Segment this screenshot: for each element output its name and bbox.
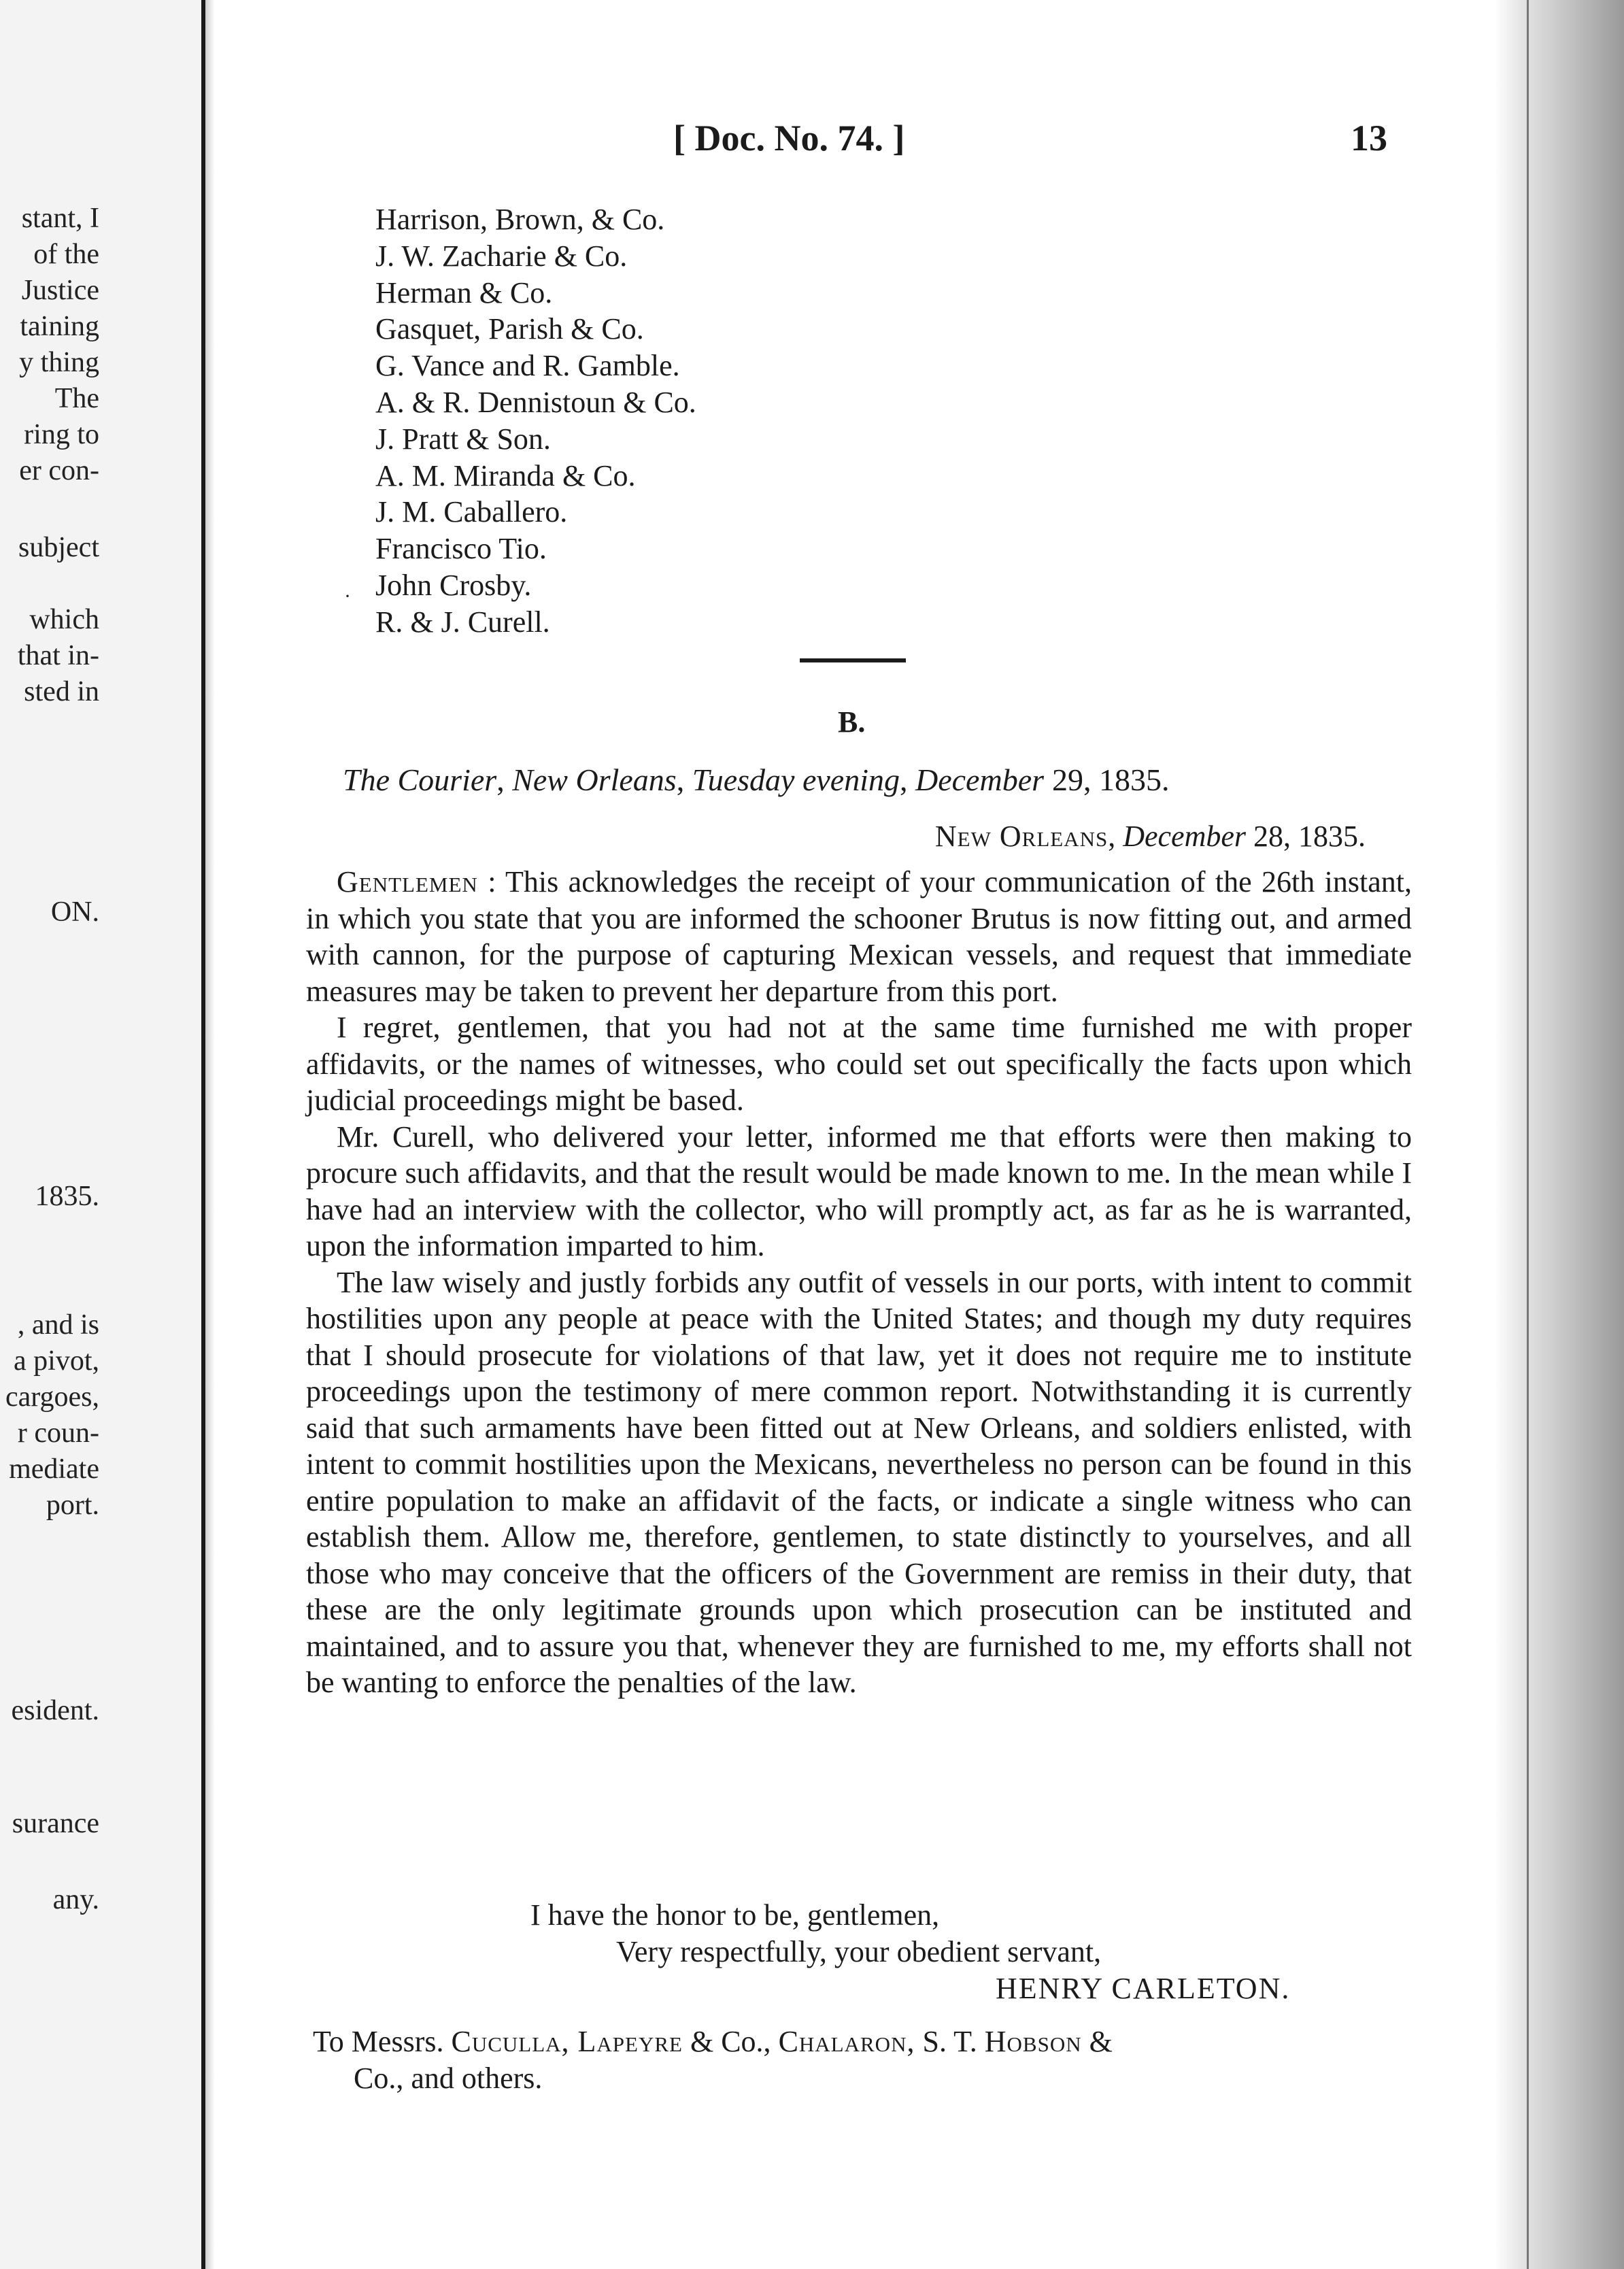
source-date: 29, 1835. [1052, 762, 1170, 797]
source-month: December [915, 762, 1045, 797]
letter-paragraph: Mr. Curell, who delivered your letter, informed me that efforts were then making to procure such affidavits, and that the result would be made known to me. In the mean while I have had an interview with the collector, who will promptly act, as far as he is warranted, upon the information imparted to him. [306, 1120, 1412, 1262]
signer: Gasquet, Parish & Co. [375, 312, 644, 346]
dateline-date: 28, 1835. [1253, 820, 1366, 853]
left-fragment: mediate [9, 1453, 99, 1485]
address-line-2: Co., and others. [354, 2061, 543, 2095]
left-fragment: port. [46, 1490, 99, 1521]
dateline-place: New Orleans [934, 820, 1109, 853]
addressee-name: Cuculla, Lapeyre [451, 2025, 683, 2058]
salutation: Gentlemen [337, 865, 478, 898]
stray-dot: · [344, 585, 351, 607]
signer: Francisco Tio. [375, 532, 547, 566]
signer: J. W. Zacharie & Co. [375, 239, 628, 273]
address-text: & [1089, 2025, 1113, 2058]
dateline: New Orleans, December 28, 1835. [934, 820, 1366, 853]
left-fragment: 1835. [35, 1181, 99, 1212]
signer: Herman & Co. [375, 275, 553, 309]
left-fragment: any. [52, 1884, 99, 1915]
signer: A. & R. Dennistoun & Co. [375, 385, 696, 419]
page-number: 13 [1351, 118, 1387, 158]
document-header: [ Doc. No. 74. ] [673, 118, 905, 158]
left-fragment: of the [33, 239, 99, 270]
dateline-month: December [1123, 820, 1246, 853]
address-line [313, 2023, 1412, 2096]
gutter-shadow [205, 0, 215, 2269]
left-fragment: surance [12, 1808, 99, 1839]
closing-line: I have the honor to be, gentlemen, [530, 1898, 940, 1932]
left-fragment: that in- [17, 640, 99, 671]
left-fragment: , and is [17, 1309, 99, 1341]
signer: J. M. Caballero. [375, 495, 568, 529]
letter-body [306, 864, 1412, 1701]
signer: R. & J. Curell. [375, 605, 550, 639]
left-fragment: taining [20, 311, 99, 342]
source-place: New Orleans [512, 762, 677, 797]
addressee-name: Chalaron, [778, 2025, 915, 2058]
left-fragment: a pivot, [14, 1345, 99, 1377]
left-fragment: cargoes, [5, 1381, 99, 1413]
source-day: Tuesday evening [692, 762, 900, 797]
left-fragment: stant, I [21, 203, 99, 234]
signers-list [375, 201, 696, 641]
letter-paragraph: I regret, gentlemen, that you had not at the same time furnished me with proper affidavits, or the names of witnesses, who could set out specifically the facts upon which judicial proceedings might be based. [306, 1011, 1412, 1117]
adjacent-page-strip [0, 0, 201, 2269]
left-fragment: ON. [50, 896, 99, 928]
addressee-name: Hobson [984, 2025, 1082, 2058]
paragraph-text: This acknowledges the receipt of your communication of the 26th instant, in which you state that you are informed the schooner Brutus is now fitting out, and armed with cannon, for the purpose of capturing Mexican vessels, and request that immediate measures may be taken to prevent her departure from this port. [306, 865, 1412, 1008]
section-divider [800, 658, 906, 662]
left-fragment: er con- [19, 455, 99, 486]
signature: HENRY CARLETON. [996, 1972, 1291, 2005]
closing-line: Very respectfully, your obedient servant, [616, 1935, 1102, 1968]
signer: Harrison, Brown, & Co. [375, 203, 665, 236]
left-fragment: ring to [24, 419, 99, 450]
signer: J. Pratt & Son. [375, 422, 551, 456]
letter-paragraph: Gentlemen : This acknowledges the receipt of your communication of the 26th instant, in which you state that you are informed the schooner Brutus is now fitting out, and armed with cannon, for the purpose of capturing Mexican vessels, and request that immediate measures may be taken to prevent her departure from this port. [306, 865, 1412, 1008]
letter-paragraph: The law wisely and justly forbids any outfit of vessels in our ports, with intent to commit hostilities upon any people at peace with the United States; and though my duty requires that I should prosecute for violations of that law, yet it does not require me to institute proceedings upon the testimony of mere common report. Notwithstanding it is currently said that such armaments have been fitted out at New Orleans, and soldiers enlisted, with intent to commit hostilities upon the Mexicans, nevertheless no person can be found in this entire population to make an affidavit of the facts, or indicate a single witness who can establish them. Allow me, therefore, gentlemen, to state distinctly to yourselves, and all those who may conceive that the officers of the Government are remiss in their duty, that these are the only legitimate grounds upon which prosecution can be instituted and maintained, and to assure you that, whenever they are furnished to me, my efforts shall not be wanting to enforce the penalties of the law. [306, 1265, 1412, 1699]
signer: John Crosby. [375, 568, 532, 602]
left-fragment: subject [18, 532, 99, 563]
left-fragment: sted in [24, 676, 99, 707]
section-letter: B. [838, 705, 866, 739]
address-text: S. T. [922, 2025, 977, 2058]
signer: A. M. Miranda & Co. [375, 458, 636, 492]
address-text: & Co., [690, 2025, 771, 2058]
source-line: The Courier, New Orleans, Tuesday evening, December 29, 1835. [343, 762, 1170, 797]
address-line-1 [313, 2023, 1412, 2060]
left-fragment: esident. [11, 1695, 99, 1726]
left-fragment: r coun- [17, 1417, 99, 1449]
left-fragment: y thing [19, 347, 99, 378]
left-fragment: Justice [21, 275, 99, 306]
address-to: To Messrs. [313, 2025, 444, 2058]
signer: G. Vance and R. Gamble. [375, 349, 680, 383]
left-fragment: The [54, 383, 99, 414]
left-fragment: which [29, 604, 99, 635]
source-paper: The Courier [343, 762, 497, 797]
